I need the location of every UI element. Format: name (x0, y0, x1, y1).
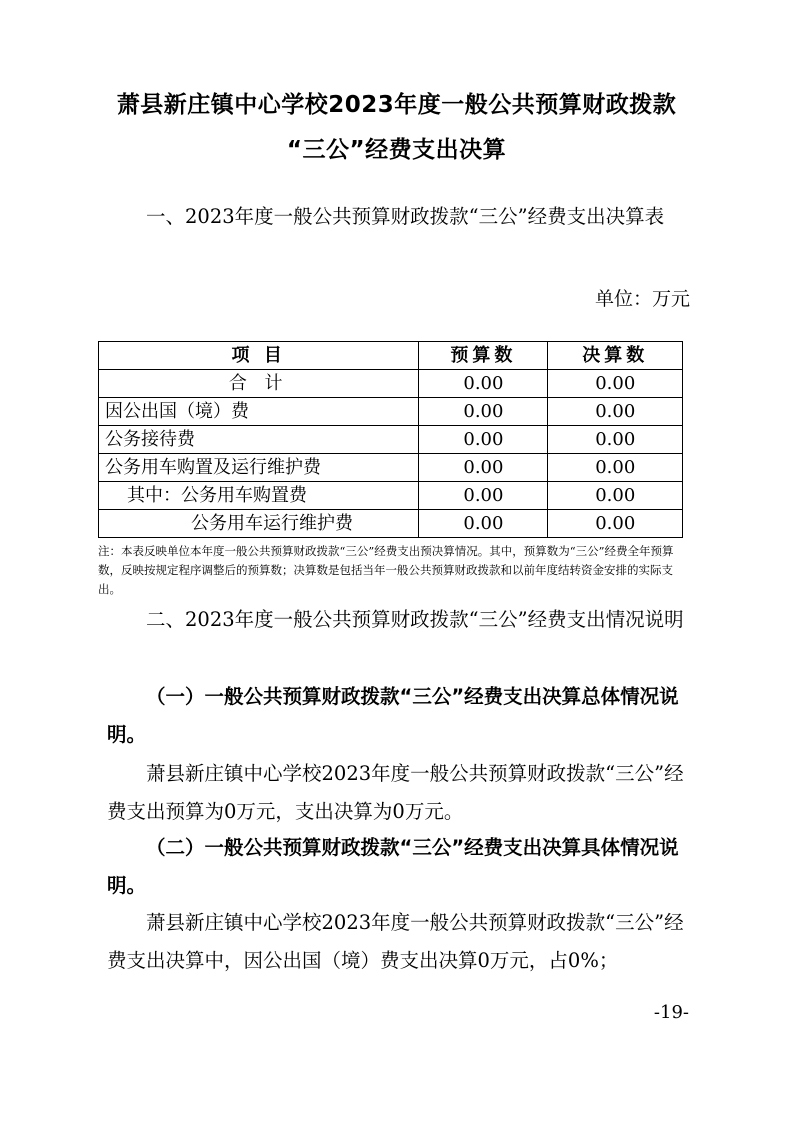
subsection2-heading: （二）一般公共预算财政拨款“三公”经费支出决算具体情况说明。 (107, 836, 679, 897)
row-budget: 0.00 (419, 454, 548, 482)
row-final: 0.00 (548, 426, 683, 454)
table-row (99, 510, 683, 538)
table-header-row (99, 342, 683, 370)
table-row (99, 482, 683, 510)
row-budget: 0.00 (419, 426, 548, 454)
row-budget: 0.00 (419, 510, 548, 538)
page-title-line2: “三公”经费支出决算 (286, 137, 507, 163)
header-budget: 预算数 (419, 342, 548, 370)
row-item: 因公出国（境）费 (99, 398, 419, 426)
row-final: 0.00 (548, 398, 683, 426)
row-final: 0.00 (548, 454, 683, 482)
row-final: 0.00 (548, 370, 683, 398)
row-item: 公务用车运行维护费 (99, 510, 419, 538)
subsection2-body: 萧县新庄镇中心学校2023年度一般公共预算财政拨款“三公”经费支出决算中，因公出国（境）费支出决算0万元，占0%； (107, 911, 684, 972)
section2-heading: 二、2023年度一般公共预算财政拨款“三公”经费支出情况说明 (146, 608, 684, 631)
unit-label: 单位：万元 (594, 288, 690, 310)
table-row (99, 370, 683, 398)
row-budget: 0.00 (419, 398, 548, 426)
three-public-expenses-table (98, 341, 683, 538)
row-final: 0.00 (548, 510, 683, 538)
table-row (99, 398, 683, 426)
section1-heading: 一、2023年度一般公共预算财政拨款“三公”经费支出决算表 (146, 205, 665, 228)
page-title-line1: 萧县新庄镇中心学校2023年度一般公共预算财政拨款 (116, 92, 677, 118)
row-budget: 0.00 (419, 370, 548, 398)
row-item: 合 计 (99, 370, 419, 398)
row-item: 公务用车购置及运行维护费 (99, 454, 419, 482)
subsection1-heading: （一）一般公共预算财政拨款“三公”经费支出决算总体情况说明。 (107, 685, 679, 746)
row-final: 0.00 (548, 482, 683, 510)
subsection1-body: 萧县新庄镇中心学校2023年度一般公共预算财政拨款“三公”经费支出预算为0万元，支出决算为0万元。 (107, 762, 684, 823)
header-item: 项 目 (99, 342, 419, 370)
page-number: -19- (653, 1002, 689, 1023)
header-final: 决算数 (548, 342, 683, 370)
row-item: 其中：公务用车购置费 (99, 482, 419, 510)
table-row (99, 426, 683, 454)
table-note: 注：本表反映单位本年度一般公共预算财政拨款“三公”经费支出预决算情况。其中，预算数为“三公”经费全年预算数，反映按规定程序调整后的预算数；决算数是包括当年一般公共预算财政拨款和以前年度结转资金安排的实际支出。 (98, 544, 674, 596)
table-row (99, 454, 683, 482)
row-item: 公务接待费 (99, 426, 419, 454)
row-budget: 0.00 (419, 482, 548, 510)
